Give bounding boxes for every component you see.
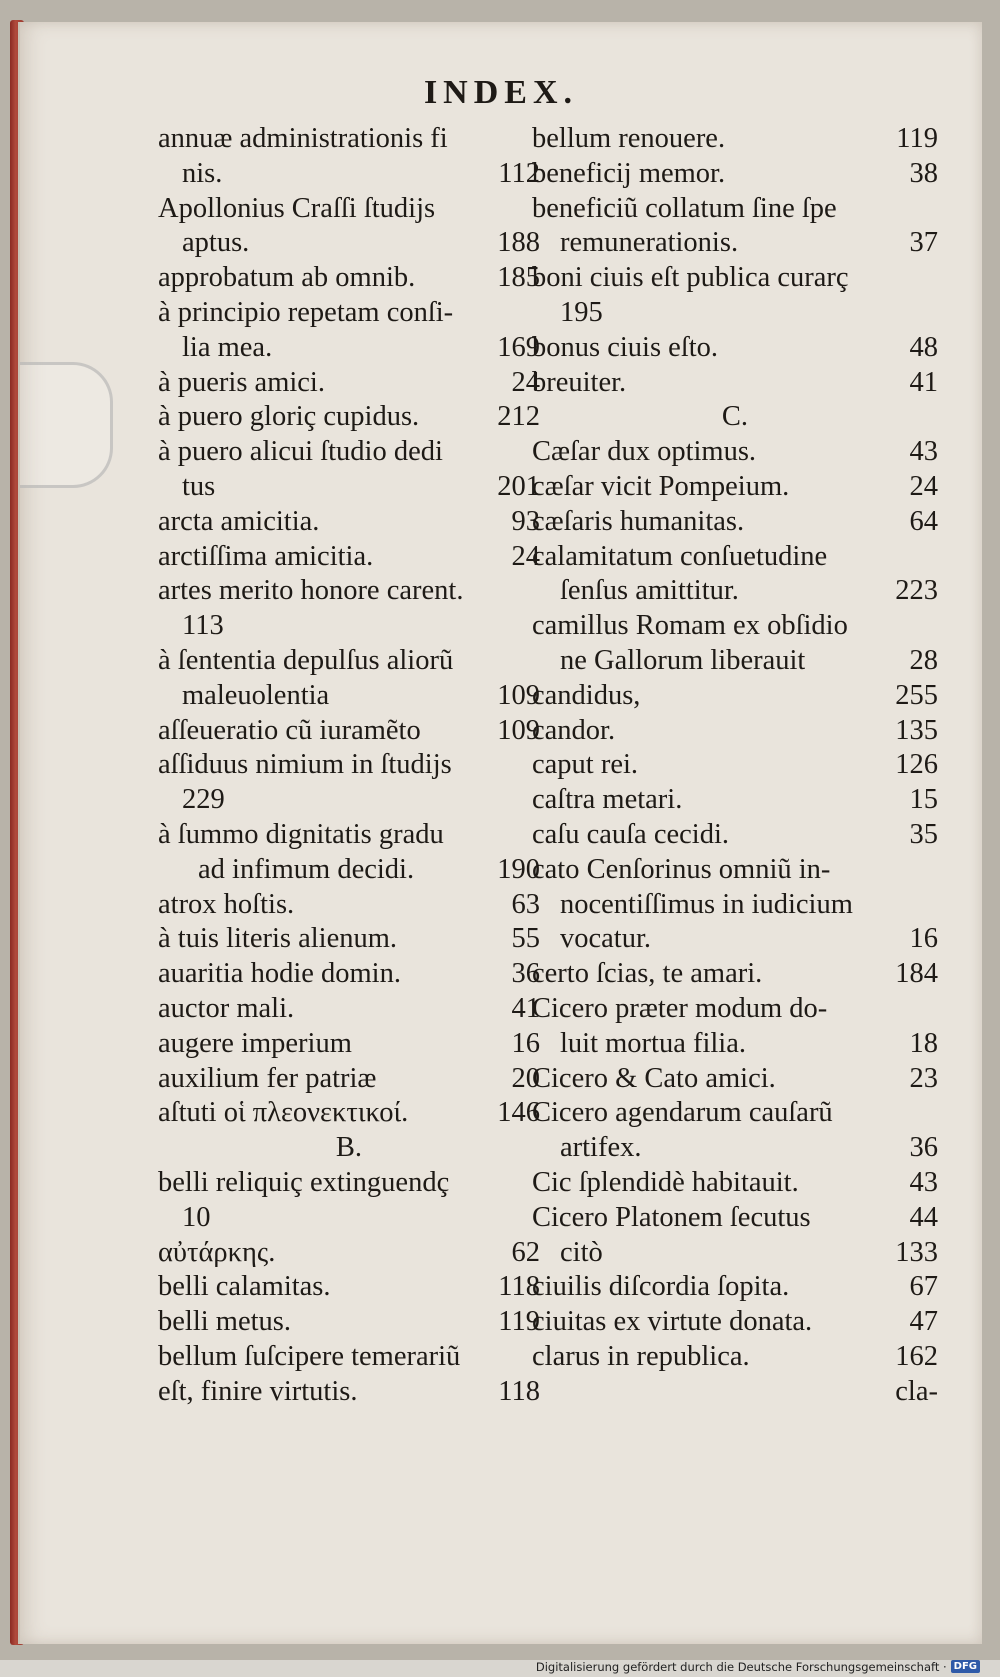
entry-page-number: 44 xyxy=(909,1201,938,1233)
entry-text: Cicero agendarum cauſarũ xyxy=(532,1097,833,1129)
entry-page-number: 109 xyxy=(497,679,540,711)
entry-page-number: 48 xyxy=(909,331,938,363)
entry-text: ad infimum decidi. xyxy=(198,853,415,885)
index-entry xyxy=(532,122,938,157)
entry-text: beneficij memor. xyxy=(532,157,726,189)
index-section-letter: C. xyxy=(721,401,749,433)
index-entry xyxy=(532,922,938,957)
index-entry xyxy=(532,644,938,679)
index-entry xyxy=(158,226,540,261)
entry-text: approbatum ab omnib. xyxy=(158,262,416,294)
entry-text: à principio repetam conſi- xyxy=(158,296,454,328)
index-entry xyxy=(532,1131,938,1166)
index-entry xyxy=(158,853,540,888)
entry-page-number: 64 xyxy=(909,505,938,537)
index-entry xyxy=(532,226,938,261)
entry-text: atrox hoſtis. xyxy=(158,888,295,920)
entry-text: à puero alicui ſtudio dedi xyxy=(158,436,443,468)
index-entry xyxy=(532,296,938,331)
index-entry xyxy=(532,679,938,714)
index-entry xyxy=(532,888,938,923)
entry-page-number: 133 xyxy=(895,1236,938,1268)
entry-page-number: 184 xyxy=(895,958,938,990)
entry-text: auaritia hodie domin. xyxy=(158,958,401,990)
entry-text: belli metus. xyxy=(158,1306,291,1338)
index-entry xyxy=(532,957,938,992)
entry-text: bonus ciuis eſto. xyxy=(532,331,719,363)
index-entry xyxy=(532,1166,938,1201)
entry-page-number: 109 xyxy=(497,714,540,746)
entry-text: belli reliquiç extinguendç xyxy=(158,1166,450,1198)
entry-page-number: 15 xyxy=(909,784,938,816)
entry-page-number: 146 xyxy=(497,1097,540,1129)
entry-text: aſſiduus nimium in ſtudijs xyxy=(158,749,452,781)
entry-text: nocentiſſimus in iudicium xyxy=(560,888,853,920)
index-entry xyxy=(158,261,540,296)
index-entry xyxy=(532,853,938,888)
entry-text: auxilium fer patriæ xyxy=(158,1062,377,1094)
index-entry xyxy=(532,1270,938,1305)
entry-page-number: 126 xyxy=(895,749,938,781)
index-entry xyxy=(158,1062,540,1097)
index-entry xyxy=(532,992,938,1027)
entry-text: maleuolentia xyxy=(182,679,330,711)
index-entry xyxy=(158,400,540,435)
index-entry xyxy=(532,505,938,540)
index-entry xyxy=(158,435,540,470)
entry-text: 113 xyxy=(182,610,224,642)
dfg-logo: DFG xyxy=(951,1660,980,1673)
entry-text: candidus, xyxy=(532,679,641,711)
entry-page-number: 55 xyxy=(511,923,540,955)
entry-text: tus xyxy=(182,470,216,502)
entry-text: citò xyxy=(560,1236,603,1268)
entry-text: Apollonius Craſſi ſtudijs xyxy=(158,192,436,224)
digitization-credit xyxy=(536,1658,980,1675)
index-entry xyxy=(158,1096,540,1131)
entry-text: ſenſus amittitur. xyxy=(560,575,739,607)
entry-page-number: 37 xyxy=(909,227,938,259)
index-entry xyxy=(532,609,938,644)
page-heading: INDEX. xyxy=(423,74,579,111)
entry-text: arctiſſima amicitia. xyxy=(158,540,374,572)
index-entry xyxy=(532,435,938,470)
index-entry xyxy=(158,714,540,749)
index-entry xyxy=(532,574,938,609)
entry-text: breuiter. xyxy=(532,366,627,398)
entry-text: certo ſcias, te amari. xyxy=(532,958,763,990)
entry-page-number: 201 xyxy=(497,470,540,502)
entry-text: à ſummo dignitatis gradu xyxy=(158,818,444,850)
entry-text: clarus in republica. xyxy=(532,1340,750,1372)
entry-text: auctor mali. xyxy=(158,992,295,1024)
index-entry xyxy=(158,1305,540,1340)
index-entry xyxy=(532,192,938,227)
entry-text: artes merito honore carent. xyxy=(158,575,464,607)
index-entry xyxy=(158,540,540,575)
index-column-left xyxy=(158,122,540,1409)
entry-text: annuæ administrationis fi xyxy=(158,123,448,154)
entry-page-number: 36 xyxy=(909,1132,938,1164)
entry-page-number: 190 xyxy=(497,853,540,885)
entry-text: caſu cauſa cecidi. xyxy=(532,818,729,850)
index-entry xyxy=(158,331,540,366)
credit-text: Digitalisierung gefördert durch die Deutsche Forschungsgemeinschaft · xyxy=(535,1659,947,1674)
index-entry xyxy=(532,366,938,401)
index-entry xyxy=(158,574,540,609)
index-entry xyxy=(158,1236,540,1271)
entry-page-number: 212 xyxy=(497,401,540,433)
entry-page-number: 41 xyxy=(909,366,938,398)
page-clip xyxy=(20,362,113,488)
entry-text: bellum ſuſcipere temerariũ xyxy=(158,1340,461,1372)
index-entry xyxy=(158,957,540,992)
index-entry xyxy=(532,1096,938,1131)
index-section-letter: B. xyxy=(335,1132,363,1164)
index-entry xyxy=(158,366,540,401)
entry-text: Cicero præter modum do- xyxy=(532,992,828,1024)
index-entry xyxy=(158,1340,540,1375)
index-entry xyxy=(158,1166,540,1201)
entry-text: Cæſar dux optimus. xyxy=(532,436,757,468)
entry-text: à ſententia depulſus aliorũ xyxy=(158,644,454,676)
entry-text: luit mortua filia. xyxy=(560,1027,747,1059)
entry-text: remunerationis. xyxy=(560,227,739,259)
index-entry xyxy=(158,783,540,818)
entry-text: ciuitas ex virtute donata. xyxy=(532,1306,813,1338)
index-entry xyxy=(532,748,938,783)
entry-text: belli calamitas. xyxy=(158,1271,331,1303)
entry-page-number: 16 xyxy=(511,1027,540,1059)
entry-page-number: 36 xyxy=(511,958,540,990)
entry-page-number: 93 xyxy=(511,505,540,537)
index-entry xyxy=(532,1027,938,1062)
entry-page-number: 43 xyxy=(909,1166,938,1198)
index-entry xyxy=(158,644,540,679)
entry-text: boni ciuis eſt publica curarç xyxy=(532,262,849,294)
index-entry xyxy=(532,1201,938,1236)
index-entry xyxy=(158,1201,540,1236)
entry-page-number: 112 xyxy=(498,157,540,189)
entry-text: Cic ſplendidè habitauit. xyxy=(532,1166,799,1198)
entry-text: à pueris amici. xyxy=(158,366,325,398)
index-entry xyxy=(532,818,938,853)
entry-text: 229 xyxy=(182,784,225,816)
entry-text: eſt, finire virtutis. xyxy=(158,1375,358,1407)
entry-page-number: 162 xyxy=(895,1340,938,1372)
index-entry xyxy=(158,470,540,505)
entry-text: calamitatum conſuetudine xyxy=(532,540,828,572)
index-entry xyxy=(532,783,938,818)
index-entry xyxy=(158,296,540,331)
entry-text: αὐτάρκης. xyxy=(158,1236,276,1268)
entry-text: Cicero Platonem ſecutus xyxy=(532,1201,811,1233)
index-entry xyxy=(158,192,540,227)
index-entry xyxy=(158,122,540,157)
entry-page-number: 41 xyxy=(511,992,540,1024)
entry-text: bellum renouere. xyxy=(532,123,726,154)
entry-text: aſſeueratio cũ iuramẽto xyxy=(158,714,421,746)
index-entry xyxy=(532,1236,938,1271)
index-entry xyxy=(158,818,540,853)
index-entry xyxy=(158,1375,540,1410)
entry-page-number: 169 xyxy=(497,331,540,363)
index-column-right xyxy=(532,122,938,1409)
entry-text: aſtuti οἱ πλεονεκτικοί. xyxy=(158,1097,409,1129)
entry-page-number: 135 xyxy=(895,714,938,746)
index-entry xyxy=(158,505,540,540)
index-entry xyxy=(532,1305,938,1340)
entry-page-number: 24 xyxy=(511,366,540,398)
entry-page-number: 24 xyxy=(511,540,540,572)
entry-text: 10 xyxy=(182,1201,211,1233)
entry-page-number: 67 xyxy=(909,1271,938,1303)
entry-page-number: 28 xyxy=(909,644,938,676)
entry-page-number: 223 xyxy=(895,575,938,607)
entry-text: Cicero & Cato amici. xyxy=(532,1062,776,1094)
entry-text: caput rei. xyxy=(532,749,639,781)
index-entry xyxy=(532,714,938,749)
index-entry xyxy=(158,748,540,783)
entry-page-number: 47 xyxy=(909,1306,938,1338)
index-page xyxy=(18,22,982,1644)
entry-page-number: 16 xyxy=(909,923,938,955)
entry-text: artifex. xyxy=(560,1132,642,1164)
entry-text: nis. xyxy=(182,157,223,189)
entry-text: beneficiũ collatum ſine ſpe xyxy=(532,192,837,224)
index-entry xyxy=(532,157,938,192)
entry-text: vocatur. xyxy=(560,923,652,955)
entry-page-number: 118 xyxy=(498,1375,540,1407)
entry-page-number: 38 xyxy=(909,157,938,189)
entry-text: aptus. xyxy=(182,227,250,259)
index-entry xyxy=(532,331,938,366)
entry-text: candor. xyxy=(532,714,616,746)
index-entry xyxy=(158,609,540,644)
entry-page-number: 35 xyxy=(909,818,938,850)
entry-text: à puero gloriç cupidus. xyxy=(158,401,420,433)
index-entry xyxy=(158,992,540,1027)
entry-page-number: 18 xyxy=(909,1027,938,1059)
index-entry xyxy=(532,470,938,505)
entry-text: cæſar vicit Pompeium. xyxy=(532,470,790,502)
entry-text: arcta amicitia. xyxy=(158,505,320,537)
entry-page-number: 20 xyxy=(511,1062,540,1094)
entry-text: ne Gallorum liberauit xyxy=(560,644,806,676)
index-entry xyxy=(532,1062,938,1097)
index-entry xyxy=(532,540,938,575)
entry-page-number: 63 xyxy=(511,888,540,920)
catchword: cla- xyxy=(895,1375,938,1407)
entry-page-number: 119 xyxy=(498,1306,540,1338)
entry-page-number: 43 xyxy=(909,436,938,468)
entry-text: à tuis literis alienum. xyxy=(158,923,398,955)
entry-text: caſtra metari. xyxy=(532,784,683,816)
index-entry xyxy=(158,922,540,957)
index-entry xyxy=(158,888,540,923)
index-entry xyxy=(158,157,540,192)
index-entry xyxy=(532,1340,938,1375)
entry-page-number: 185 xyxy=(497,262,540,294)
entry-page-number: 255 xyxy=(895,679,938,711)
entry-page-number: 62 xyxy=(511,1236,540,1268)
index-entry xyxy=(158,1027,540,1062)
entry-text: 195 xyxy=(560,296,603,328)
index-entry xyxy=(532,261,938,296)
entry-page-number: 24 xyxy=(909,470,938,502)
entry-page-number: 23 xyxy=(909,1062,938,1094)
entry-text: cato Cenſorinus omniũ in- xyxy=(532,853,831,885)
entry-page-number: 188 xyxy=(497,227,540,259)
entry-text: cæſaris humanitas. xyxy=(532,505,745,537)
index-entry xyxy=(158,1270,540,1305)
entry-page-number: 118 xyxy=(498,1271,540,1303)
entry-text: ciuilis diſcordia ſopita. xyxy=(532,1271,790,1303)
index-entry xyxy=(158,679,540,714)
entry-text: lia mea. xyxy=(182,331,273,363)
entry-text: camillus Romam ex obſidio xyxy=(532,610,848,642)
entry-page-number: 119 xyxy=(896,123,938,154)
entry-text: augere imperium xyxy=(158,1027,352,1059)
